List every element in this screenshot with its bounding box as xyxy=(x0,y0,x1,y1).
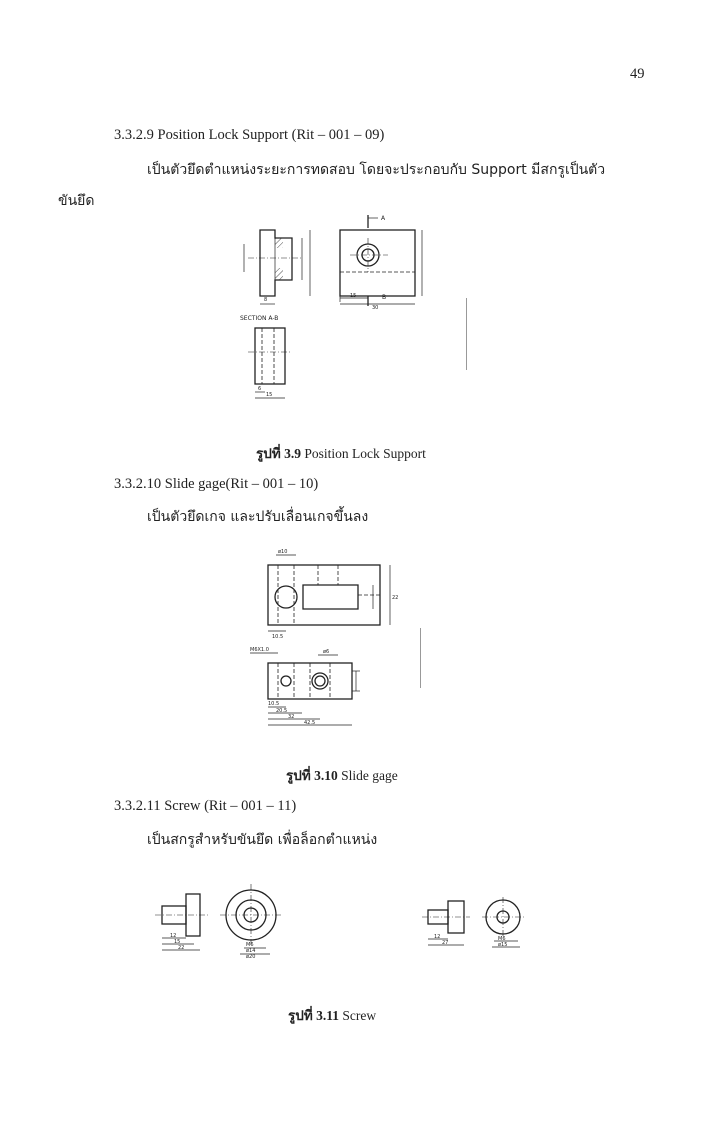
svg-text:10.5: 10.5 xyxy=(272,634,284,640)
section-heading-screw: 3.3.2.11 Screw (Rit – 001 – 11) xyxy=(114,798,297,814)
m6-label: M6 xyxy=(246,942,254,948)
page-number: 49 xyxy=(630,66,645,82)
caption-text: Screw xyxy=(342,1008,377,1023)
figure-screw-left xyxy=(150,880,290,960)
svg-text:ø10: ø10 xyxy=(278,549,288,555)
thread-label: M6X1.0 xyxy=(250,647,269,653)
dim-15-label: 15 xyxy=(350,293,357,299)
section-body-slide-gage: เป็นตัวยึดเกจ และปรับเลื่อนเกจขึ้นลง xyxy=(147,509,369,525)
figure-screw-right xyxy=(420,895,535,955)
svg-text:M6: M6 xyxy=(498,936,506,942)
dim-15-label: 15 xyxy=(174,939,181,945)
dim-22-label: 22 xyxy=(178,945,185,951)
dia-label: ø6 xyxy=(323,649,330,655)
dim-30-label: 30 xyxy=(372,305,379,311)
svg-text:12: 12 xyxy=(434,934,441,940)
caption-text: Slide gage xyxy=(341,768,398,783)
dim-425-label: 42.5 xyxy=(304,720,316,726)
front-view-outline xyxy=(340,230,415,296)
caption-number: 3.10 xyxy=(314,768,338,783)
bottom-view-outline xyxy=(255,328,285,384)
dim-105-label: 10.5 xyxy=(268,701,280,707)
svg-text:ø15: ø15 xyxy=(498,942,508,948)
slide-gage-top-outline xyxy=(268,565,380,625)
d20-label: ø20 xyxy=(246,954,256,960)
caption-number: 3.11 xyxy=(316,1008,339,1023)
figure-position-lock-support xyxy=(230,210,430,405)
figure-slide-gage xyxy=(248,545,418,740)
section-body-line-2: ขันยึด xyxy=(58,193,95,209)
dim-205-label: 20.5 xyxy=(276,708,288,714)
dim-22-label: 22 xyxy=(392,595,399,601)
dim-32-label: 32 xyxy=(288,714,295,720)
caption-number: 3.9 xyxy=(284,446,301,461)
dim-6-label: 6 xyxy=(258,386,262,392)
figure-caption-3-10 xyxy=(286,764,398,786)
figure-caption-3-11 xyxy=(288,1004,376,1026)
d14-label: ø14 xyxy=(246,948,256,954)
dim-27-label: 27 xyxy=(442,940,449,946)
svg-text:15: 15 xyxy=(266,392,273,398)
caption-prefix: รูปที่ xyxy=(286,768,311,783)
figure-caption-3-9 xyxy=(256,442,426,464)
caption-text: Position Lock Support xyxy=(304,446,426,461)
caption-prefix: รูปที่ xyxy=(288,1008,313,1023)
dim-8-label: 8 xyxy=(264,297,268,303)
section-body-line-1: เป็นตัวยึดตำแหน่งระยะการทดสอบ โดยจะประกอบกับ Support มีสกรูเป็นตัว xyxy=(147,162,606,178)
section-body-screw: เป็นสกรูสำหรับขันยึด เพื่อล็อกตำแหน่ง xyxy=(147,832,378,848)
section-heading-position-lock-support: 3.3.2.9 Position Lock Support (Rit – 001 – 09) xyxy=(114,127,385,143)
caption-prefix: รูปที่ xyxy=(256,446,281,461)
section-label: SECTION A-B xyxy=(240,315,279,322)
dim-12-label: 12 xyxy=(170,933,177,939)
section-heading-slide-gage: 3.3.2.10 Slide gage(Rit – 001 – 10) xyxy=(114,476,319,492)
label-a: A xyxy=(381,215,386,222)
label-b: B xyxy=(382,294,387,301)
